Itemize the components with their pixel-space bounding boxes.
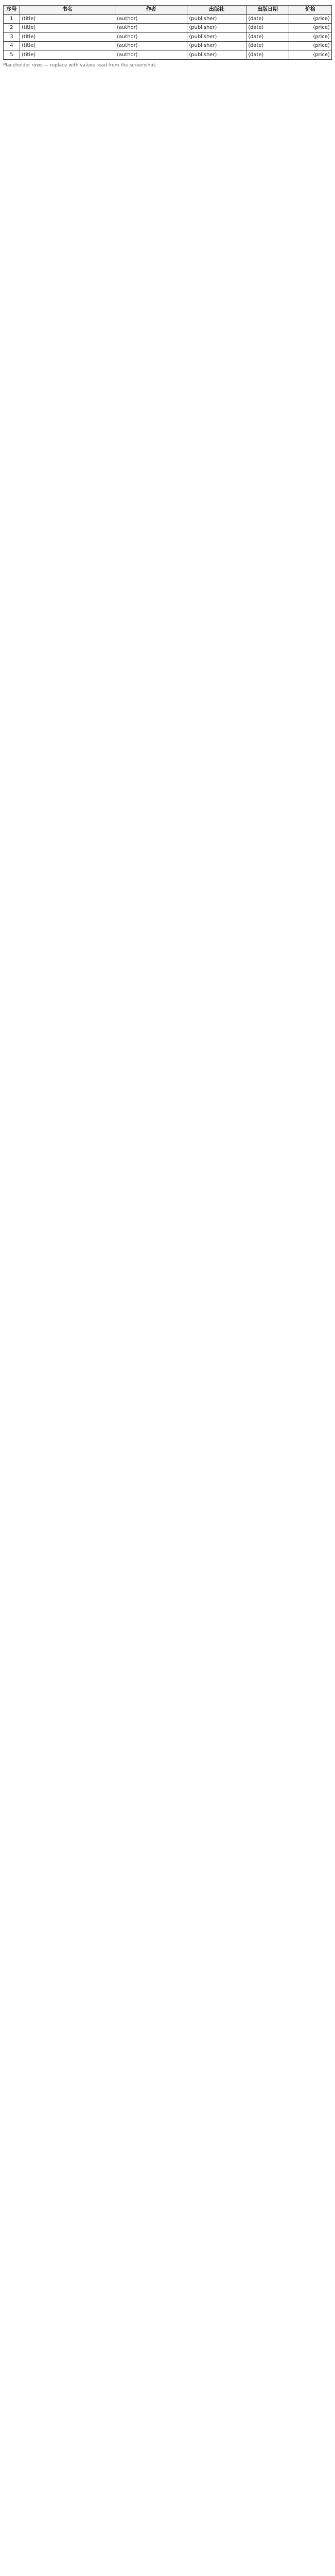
cell-date: ⟨date⟩ [246, 32, 289, 42]
cell-title: ⟨title⟩ [20, 42, 115, 51]
cell-date: ⟨date⟩ [246, 24, 289, 33]
cell-publisher: ⟨publisher⟩ [187, 24, 246, 33]
records-table [3, 5, 332, 60]
cell-index: 5 [4, 50, 20, 60]
header-row [4, 6, 332, 15]
cell-title: ⟨title⟩ [20, 50, 115, 60]
cell-price: ⟨price⟩ [289, 50, 332, 60]
placeholder-note: Placeholder rows — replace with values read from the screenshot. [3, 63, 157, 68]
cell-publisher: ⟨publisher⟩ [187, 42, 246, 51]
column-header-price: 价格 [289, 6, 332, 15]
cell-price: ⟨price⟩ [289, 42, 332, 51]
column-header-index: 序号 [4, 6, 20, 15]
records-body [4, 14, 332, 60]
table-row [4, 50, 332, 60]
cell-price: ⟨price⟩ [289, 24, 332, 33]
cell-index: 3 [4, 32, 20, 42]
column-header-author: 作者 [115, 6, 187, 15]
table-row [4, 14, 332, 24]
cell-author: ⟨author⟩ [115, 32, 187, 42]
cell-date: ⟨date⟩ [246, 14, 289, 24]
cell-author: ⟨author⟩ [115, 24, 187, 33]
cell-price: ⟨price⟩ [289, 14, 332, 24]
cell-publisher: ⟨publisher⟩ [187, 14, 246, 24]
table-row [4, 24, 332, 33]
cell-author: ⟨author⟩ [115, 50, 187, 60]
cell-author: ⟨author⟩ [115, 42, 187, 51]
column-header-date: 出版日期 [246, 6, 289, 15]
cell-publisher: ⟨publisher⟩ [187, 50, 246, 60]
cell-index: 2 [4, 24, 20, 33]
cell-title: ⟨title⟩ [20, 32, 115, 42]
cell-author: ⟨author⟩ [115, 14, 187, 24]
column-header-publisher: 出版社 [187, 6, 246, 15]
cell-date: ⟨date⟩ [246, 42, 289, 51]
cell-title: ⟨title⟩ [20, 14, 115, 24]
column-header-title: 书名 [20, 6, 115, 15]
cell-index: 1 [4, 14, 20, 24]
cell-title: ⟨title⟩ [20, 24, 115, 33]
cell-date: ⟨date⟩ [246, 50, 289, 60]
table-row [4, 32, 332, 42]
table-row [4, 42, 332, 51]
cell-price: ⟨price⟩ [289, 32, 332, 42]
document-page [0, 0, 335, 72]
cell-index: 4 [4, 42, 20, 51]
cell-publisher: ⟨publisher⟩ [187, 32, 246, 42]
